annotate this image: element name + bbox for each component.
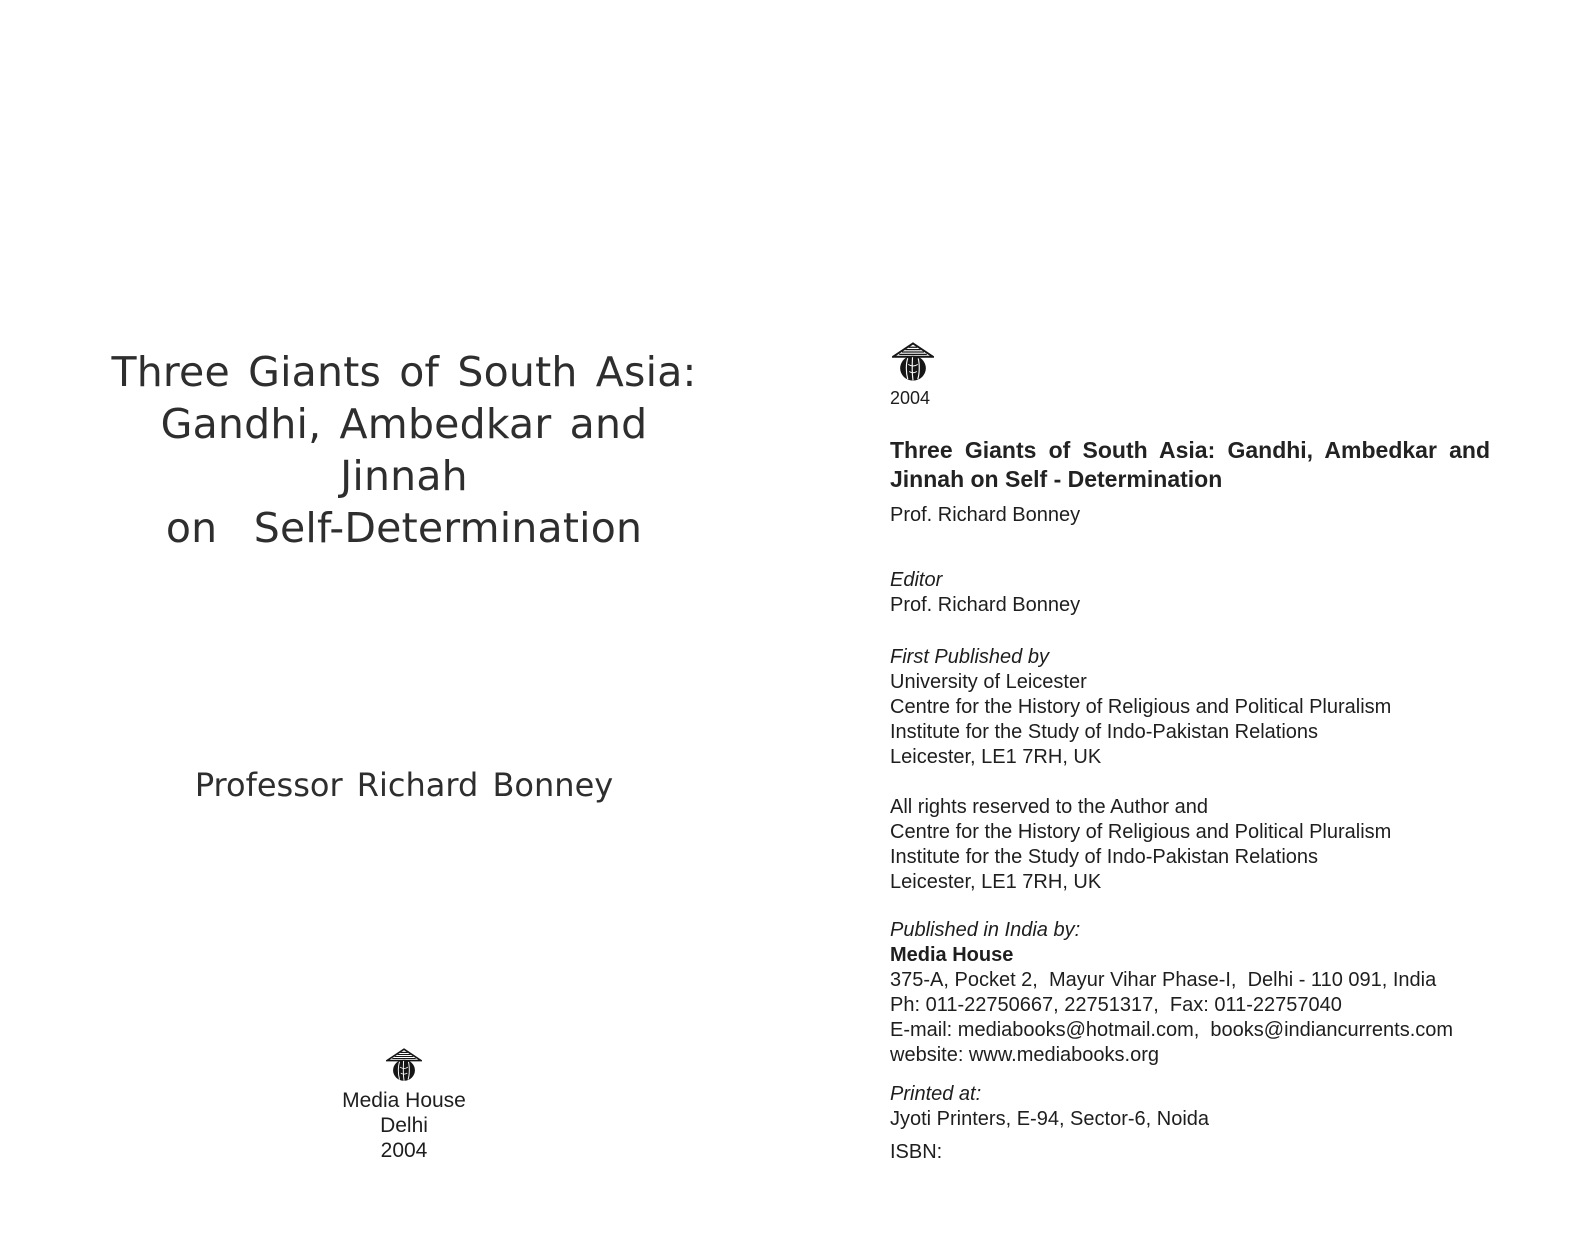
copyright-year: 2004 <box>890 388 931 408</box>
publisher-line: Centre for the History of Religious and Political Pluralism <box>890 696 1392 718</box>
publisher-line: Leicester, LE1 7RH, UK <box>890 746 1102 768</box>
media-house-logo-icon <box>386 1048 422 1082</box>
india-publisher-name: Media House <box>890 944 1014 966</box>
isbn-block <box>890 1140 1490 1165</box>
rights-line: Institute for the Study of Indo-Pakistan Relations <box>890 846 1319 868</box>
publisher-line: Institute for the Study of Indo-Pakistan Relations <box>890 721 1319 743</box>
phone-fax-line: Ph: 011-22750667, 22751317, Fax: 011-22757040 <box>890 994 1342 1016</box>
editor-label: Editor <box>890 569 943 591</box>
website-line: website: www.mediabooks.org <box>890 1044 1160 1066</box>
first-published-block <box>890 645 1490 770</box>
editor-block <box>890 568 1490 618</box>
printed-at-block <box>890 1082 1490 1132</box>
rights-line: Leicester, LE1 7RH, UK <box>890 871 1102 893</box>
copyright-title-line: Jinnah on Self - Determination <box>890 466 1223 492</box>
book-title-line: on Self-Determination <box>165 504 643 552</box>
published-in-india-block <box>890 918 1490 1068</box>
isbn-label: ISBN: <box>890 1141 943 1163</box>
imprint-publisher: Media House <box>342 1089 466 1112</box>
media-house-logo-icon <box>892 342 934 382</box>
book-author: Professor Richard Bonney <box>194 766 614 804</box>
rights-line: All rights reserved to the Author and <box>890 796 1208 818</box>
book-title-line: Gandhi, Ambedkar and <box>160 400 648 448</box>
imprint-year: 2004 <box>380 1139 428 1162</box>
copyright-title-line: Three Giants of South Asia: Gandhi, Ambedkar and <box>890 437 1490 463</box>
printer-line: Jyoti Printers, E-94, Sector-6, Noida <box>890 1108 1210 1130</box>
publisher-line: University of Leicester <box>890 671 1087 693</box>
copyright-title <box>890 436 1490 494</box>
book-title-line: Jinnah <box>340 452 468 500</box>
editor-name: Prof. Richard Bonney <box>890 594 1081 616</box>
book-title-line: Three Giants of South Asia: <box>111 348 697 396</box>
imprint-lines <box>89 1088 719 1163</box>
printed-at-label: Printed at: <box>890 1083 982 1105</box>
imprint-block <box>89 1048 719 1163</box>
address-line: 375-A, Pocket 2, Mayur Vihar Phase-I, Delhi - 110 091, India <box>890 969 1437 991</box>
rights-block <box>890 795 1490 895</box>
first-published-label: First Published by <box>890 646 1049 668</box>
book-title <box>89 346 719 554</box>
copyright-author: Prof. Richard Bonney <box>890 504 1081 526</box>
published-in-india-label: Published in India by: <box>890 919 1081 941</box>
email-line: E-mail: mediabooks@hotmail.com, books@indiancurrents.com <box>890 1019 1454 1041</box>
rights-line: Centre for the History of Religious and Political Pluralism <box>890 821 1392 843</box>
imprint-city: Delhi <box>380 1114 428 1137</box>
